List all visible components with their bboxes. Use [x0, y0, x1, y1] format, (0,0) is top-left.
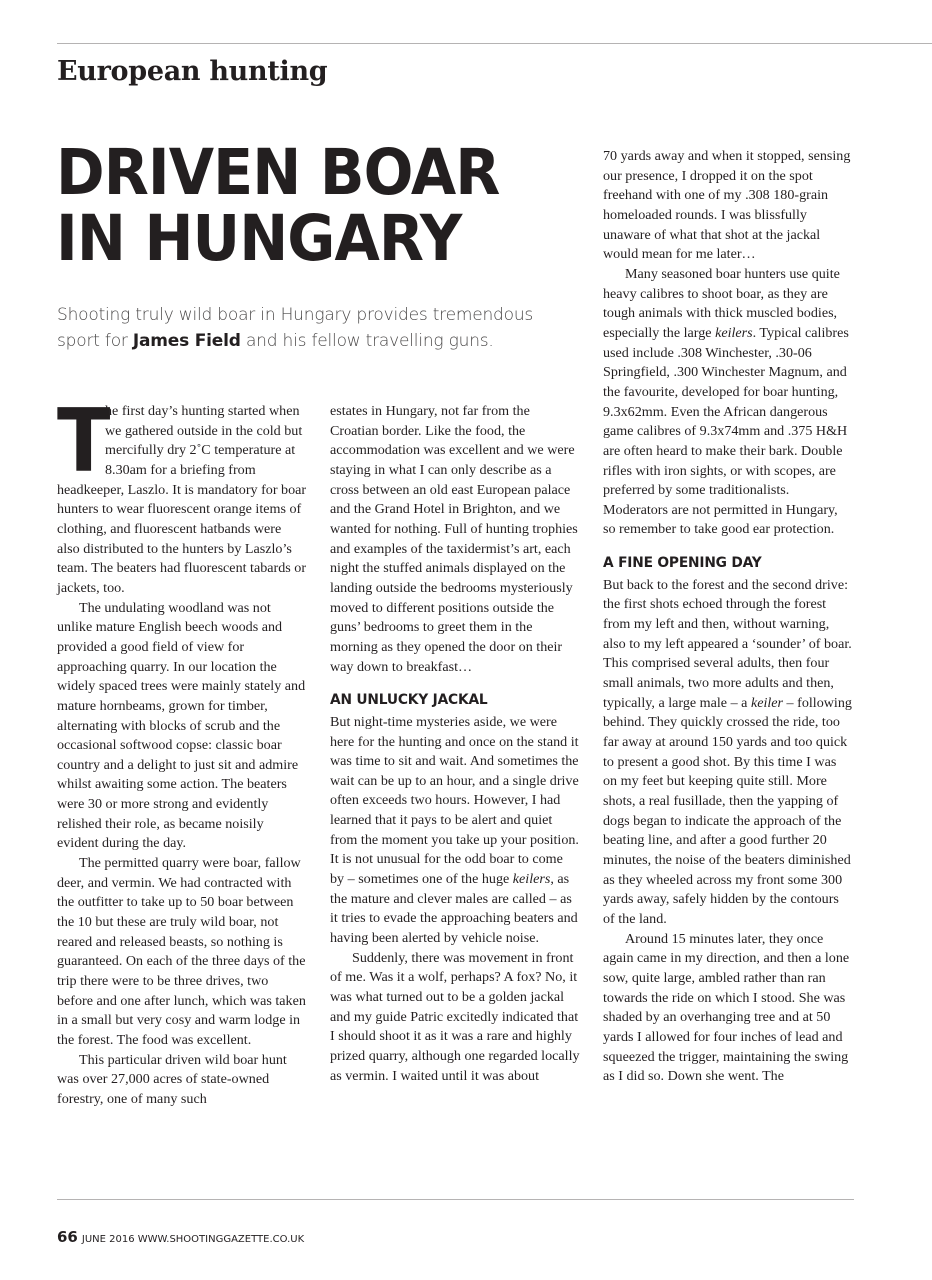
subheading-fine-opening-day: A FINE OPENING DAY [603, 555, 762, 572]
paragraph [603, 265, 853, 540]
italic-term: keilers [512, 871, 551, 888]
drop-cap: T [57, 390, 111, 492]
italic-term: keilers [715, 324, 753, 341]
article-column-1 [57, 390, 307, 1110]
page-number: 66 [57, 1228, 78, 1246]
headline-line-1: DRIVEN BOAR [56, 136, 500, 209]
paragraph-text: But night-time mysteries aside, we were here for the hunting and once on the stand it was time to sit and wait. And sometimes the wait can be up to an hour, and a single drive often exceeds two hours. However, I had learned that it pays to be alert and quiet from the moment you take up your position. It is not unusual for the odd boar to come by – sometimes one of the huge [330, 713, 579, 888]
standfirst [57, 302, 557, 354]
paragraph: Suddenly, there was movement in front of me. Was it a wolf, perhaps? A fox? No, it was what turned out to be a golden jackal and my guide Patric excitedly indicated that I should shoot it as it was a rare and highly prized quarry, although one regarded locally as vermin. I waited until it was about [330, 949, 580, 1084]
headline [56, 136, 540, 275]
footer-text: JUNE 2016 WWW.SHOOTINGGAZETTE.CO.UK [81, 1234, 305, 1245]
paragraph: The permitted quarry were boar, fallow deer, and vermin. We had contracted with the outfitter to take up to 50 boar between the 10 but these are truly wild boar, not reared and released beasts, so nothing is guaranteed. On each of the three days of the trip there were to be three drives, two before and one after lunch, which was taken in a small but very cosy and warm lodge in the forest. The food was excellent. [57, 855, 306, 1048]
paragraph-text: – following behind. They quickly crossed the ride, too far away at around 150 yards and too quick to present a good shot. By this time I was on my feet but keeping quite still. More shots, a real fusillade, then the yapping of dogs began to indicate the approach of the beating line, and after a good further 20 minutes, the noise of the beaters diminished as they wheeled across my front some 300 yards away, safely hidden by the contours of the land. [603, 694, 852, 927]
paragraph-text: Many seasoned boar hunters use quite heavy calibres to shoot boar, as they are tough animals with thick muscled bodies, especially the large [603, 265, 840, 341]
paragraph: estates in Hungary, not far from the Croatian border. Like the food, the accommodation was excellent and we were staying in what I can only describe as a cross between an old east European palace and the Grand Hotel in Brighton, and we wanted for nothing. Full of hunting trophies and examples of the taxidermist’s art, each night the stuffed animals displayed on the landing outside the bedrooms mysteriously moved to different positions outside the guns’ bedrooms to greet them in the morning as they opened the door on their way down to breakfast… [330, 403, 578, 675]
headline-line-2: IN HUNGARY [56, 202, 462, 275]
paragraph-text: he first day’s hunting started when we gathered outside in the cold but mercifully dry 2˚C temperature at 8.30am for a briefing from headkeeper, Laszlo. It is mandatory for boar hunters to wear fluorescent orange items of clothing, and fluorescent hatbands were also distributed to the hunters by Laszlo’s team. The beaters had fluorescent tabards or jackets, too. [57, 403, 307, 596]
paragraph [57, 390, 307, 599]
author-name: James Field [132, 331, 241, 351]
page-footer [57, 1228, 304, 1246]
paragraph [330, 713, 580, 949]
paragraph-text: But back to the forest and the second drive: the first shots echoed through the forest from my left and then, without warning, also to my left appeared a ‘sounder’ of boar. This comprised several adults, then four small animals, two more adults and then, typically, a large male – a [603, 576, 852, 711]
standfirst-text-pre: Shooting truly wild boar in Hungary provides tremendous sport for [57, 305, 534, 351]
bottom-rule [57, 1199, 854, 1200]
article-column-2 [330, 402, 580, 1086]
paragraph-text: , as the mature and clever males are called – as it tries to evade the approaching beaters and having been alerted by vehicle noise. [330, 871, 578, 947]
paragraph: 70 yards away and when it stopped, sensing our presence, I dropped it on the spot freehand with one of my .308 180-grain homeloaded rounds. I was blissfully unaware of what that shot at the jackal would mean for me later… [603, 148, 851, 263]
top-rule [57, 43, 932, 44]
paragraph: The undulating woodland was not unlike mature English beech woods and provided a good field of view for approaching quarry. In our location the widely spaced trees were mainly stately and mature hornbeams, grown for timber, alternating with blocks of scrub and the occasional softwood copse: classic boar country and a delight to just sit and admire whilst awaiting some action. The beaters were 30 or more strong and evidently relished their role, as became noisily evident during the day. [57, 599, 306, 852]
subheading-unlucky-jackal: AN UNLUCKY JACKAL [330, 692, 488, 709]
standfirst-text-post: and his fellow travelling guns. [240, 331, 494, 351]
paragraph: Around 15 minutes later, they once again came in my direction, and then a lone sow, quite large, ambled rather than ran towards the ride on which I stood. She was shaded by an overhanging tree and at 50 yards I allowed for four inches of lead and squeezed the trigger, maintaining the swing as I did so. Down she went. The [603, 930, 850, 1085]
italic-term: keiler [750, 694, 784, 711]
article-column-3 [603, 147, 853, 1087]
paragraph: This particular driven wild boar hunt was over 27,000 acres of state-owned forestry, one of many such [57, 1051, 287, 1107]
paragraph-text: . Typical calibres used include .308 Winchester, .30-06 Springfield, .300 Winchester Magnum, and the favourite, developed for boar hunting, 9.3x62mm. Even the African dangerous game calibres of 9.3x74mm and .375 H&H are often heard to make their bark. Double rifles with iron sights, or with scopes, are preferred by some traditionalists. Moderators are not permitted in Hungary, so remember to take good ear protection. [603, 324, 849, 538]
paragraph [603, 576, 853, 930]
section-label: European hunting [57, 56, 328, 87]
